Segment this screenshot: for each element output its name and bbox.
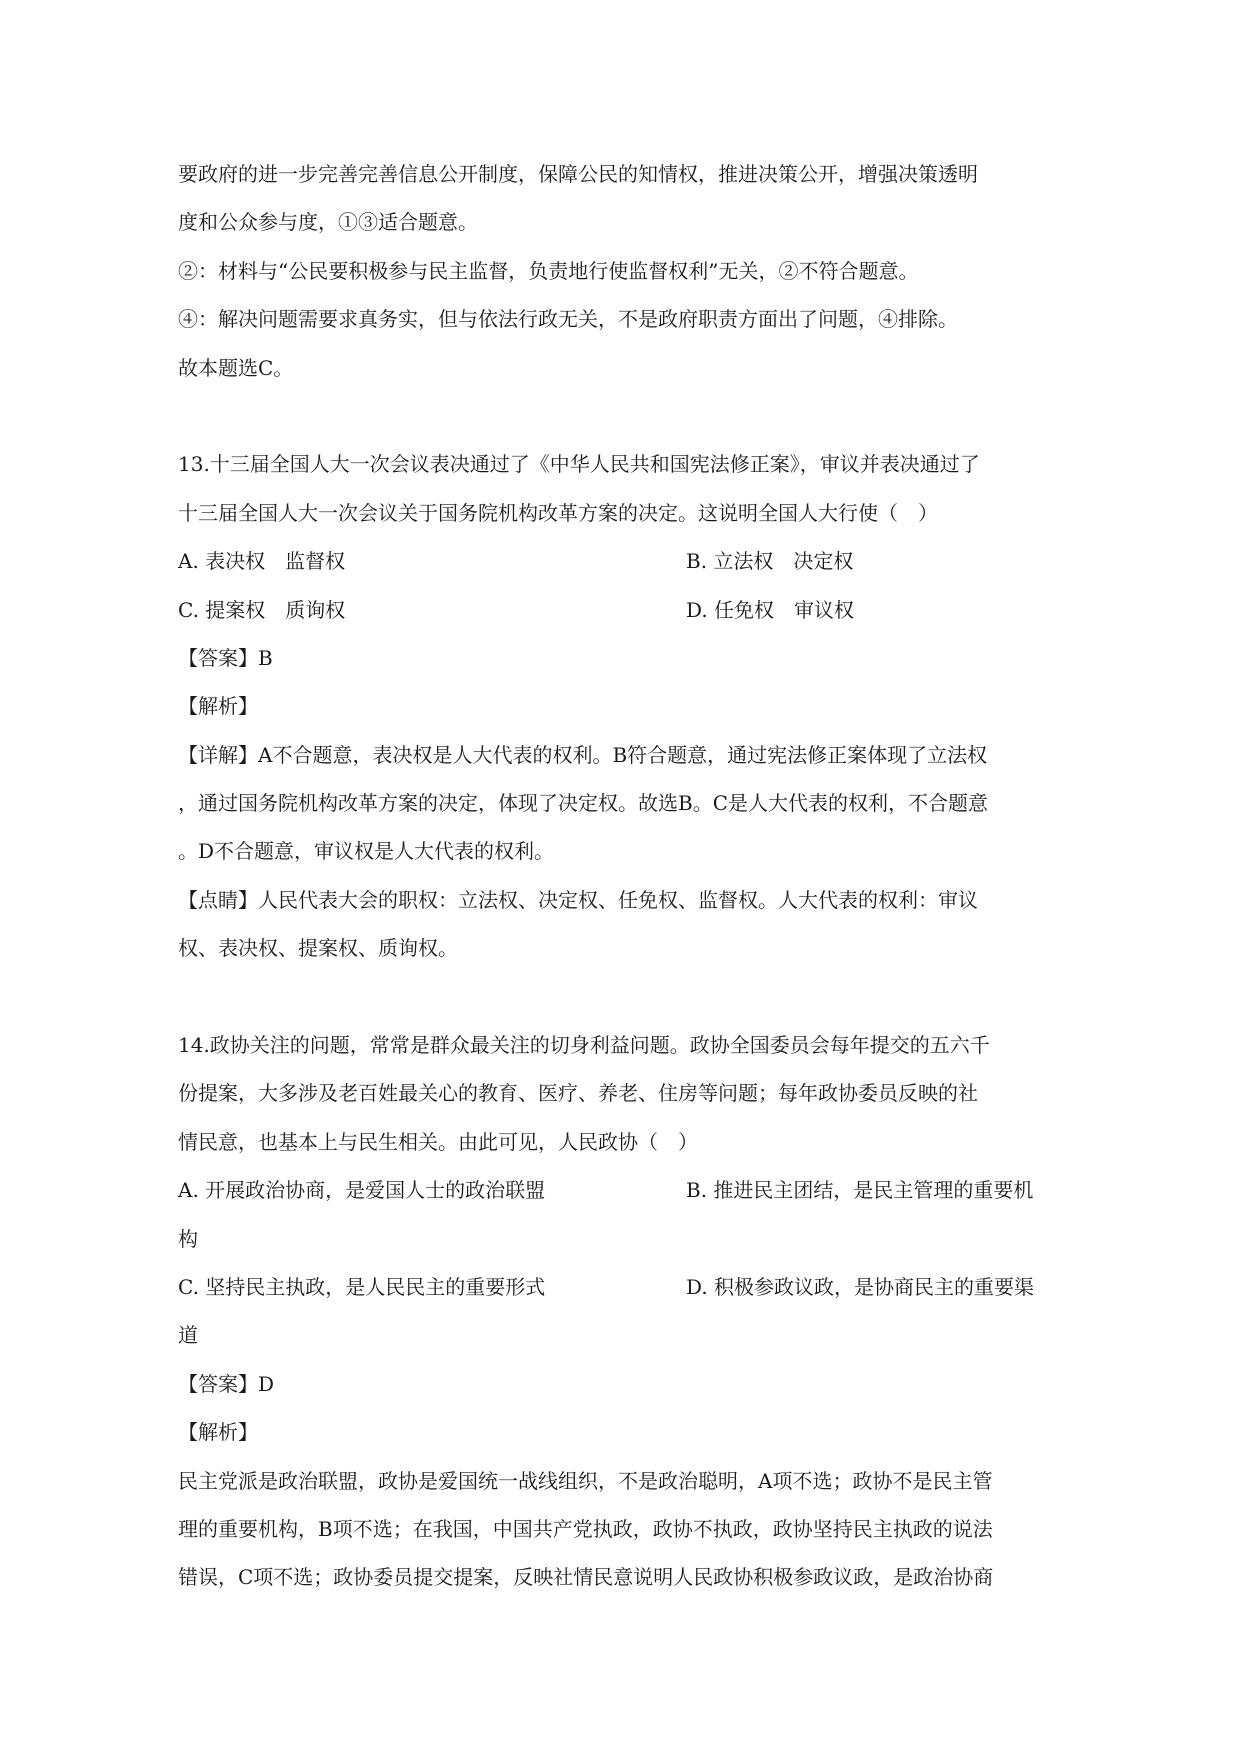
prev-explanation-line-2: 度和公众参与度，①③适合题意。: [178, 210, 478, 235]
prev-explanation-line-4: ④：解决问题需要求真务实，但与依法行政无关，不是政府职责方面出了问题，④排除。: [178, 307, 958, 332]
q13-option-c: C. 提案权 质询权: [178, 597, 346, 622]
q14-analysis-heading: 【解析】: [178, 1420, 258, 1445]
q14-options-row-2: [178, 1263, 1078, 1311]
q13-tip-line-1: 【点睛】人民代表大会的职权：立法权、决定权、任免权、监督权。人大代表的权利：审议: [178, 887, 978, 912]
q14-option-d: D. 积极参政议政，是协商民主的重要渠: [686, 1274, 1035, 1299]
spacer: [178, 973, 1078, 1021]
q14-option-d-wrap: 道: [178, 1323, 198, 1348]
spacer: [178, 392, 1078, 440]
q13-detail-line-2: ，通过国务院机构改革方案的决定，体现了决定权。故选B。C是人大代表的权利，不合题意: [178, 791, 988, 816]
q13-answer: 【答案】B: [178, 645, 273, 670]
q13-options-row-1: [178, 537, 1078, 585]
q13-tip-line-2: 权、表决权、提案权、质询权。: [178, 936, 458, 961]
q13-option-b: B. 立法权 决定权: [686, 549, 854, 574]
q13-option-a: A. 表决权 监督权: [178, 549, 346, 574]
q14-analysis-line-1: 民主党派是政治联盟，政协是爱国统一战线组织，不是政治聪明，A项不选；政协不是民主管: [178, 1468, 993, 1493]
q14-option-b: B. 推进民主团结，是民主管理的重要机: [686, 1178, 1034, 1203]
q13-stem-line-2: 十三届全国人大一次会议关于国务院机构改革方案的决定。这说明全国人大行使（ ）: [178, 500, 938, 525]
q14-stem-line-2: 份提案，大多涉及老百姓最关心的教育、医疗、养老、住房等问题；每年政协委员反映的社: [178, 1081, 978, 1106]
q13-detail-line-3: 。D不合题意，审议权是人大代表的权利。: [178, 839, 555, 864]
q14-stem-line-3: 情民意，也基本上与民生相关。由此可见，人民政协（ ）: [178, 1129, 698, 1154]
q14-option-c: C. 坚持民主执政，是人民民主的重要形式: [178, 1274, 546, 1299]
q13-stem-line-1: 13.十三届全国人大一次会议表决通过了《中华人民共和国宪法修正案》，审议并表决通过了: [178, 452, 980, 477]
q14-answer: 【答案】D: [178, 1371, 275, 1396]
q14-option-b-wrap: 构: [178, 1226, 198, 1251]
prev-explanation-line-1: 要政府的进一步完善完善信息公开制度，保障公民的知情权，推进决策公开，增强决策透明: [178, 162, 978, 186]
q14-options-row-1: [178, 1166, 1078, 1214]
q13-option-d: D. 任免权 审议权: [686, 597, 855, 622]
q14-analysis-line-3: 错误，C项不选；政协委员提交提案，反映社情民意说明人民政协积极参政议政，是政治协商: [178, 1565, 994, 1590]
q13-analysis-heading: 【解析】: [178, 694, 258, 719]
q14-analysis-line-2: 理的重要机构，B项不选；在我国，中国共产党执政，政协不执政，政协坚持民主执政的说法: [178, 1516, 993, 1541]
prev-explanation-conclusion: 故本题选C。: [178, 355, 294, 380]
q14-option-a: A. 开展政治协商，是爱国人士的政治联盟: [178, 1178, 546, 1203]
q14-stem-line-1: 14.政协关注的问题，常常是群众最关注的切身利益问题。政协全国委员会每年提交的五六千: [178, 1033, 990, 1058]
q13-options-row-2: [178, 586, 1078, 634]
q13-detail-line-1: 【详解】A不合题意，表决权是人大代表的权利。B符合题意，通过宪法修正案体现了立法权: [178, 742, 988, 767]
prev-explanation-line-3: ②：材料与“公民要积极参与民主监督，负责地行使监督权利”无关，②不符合题意。: [178, 258, 919, 283]
document-page: [178, 150, 1078, 1602]
